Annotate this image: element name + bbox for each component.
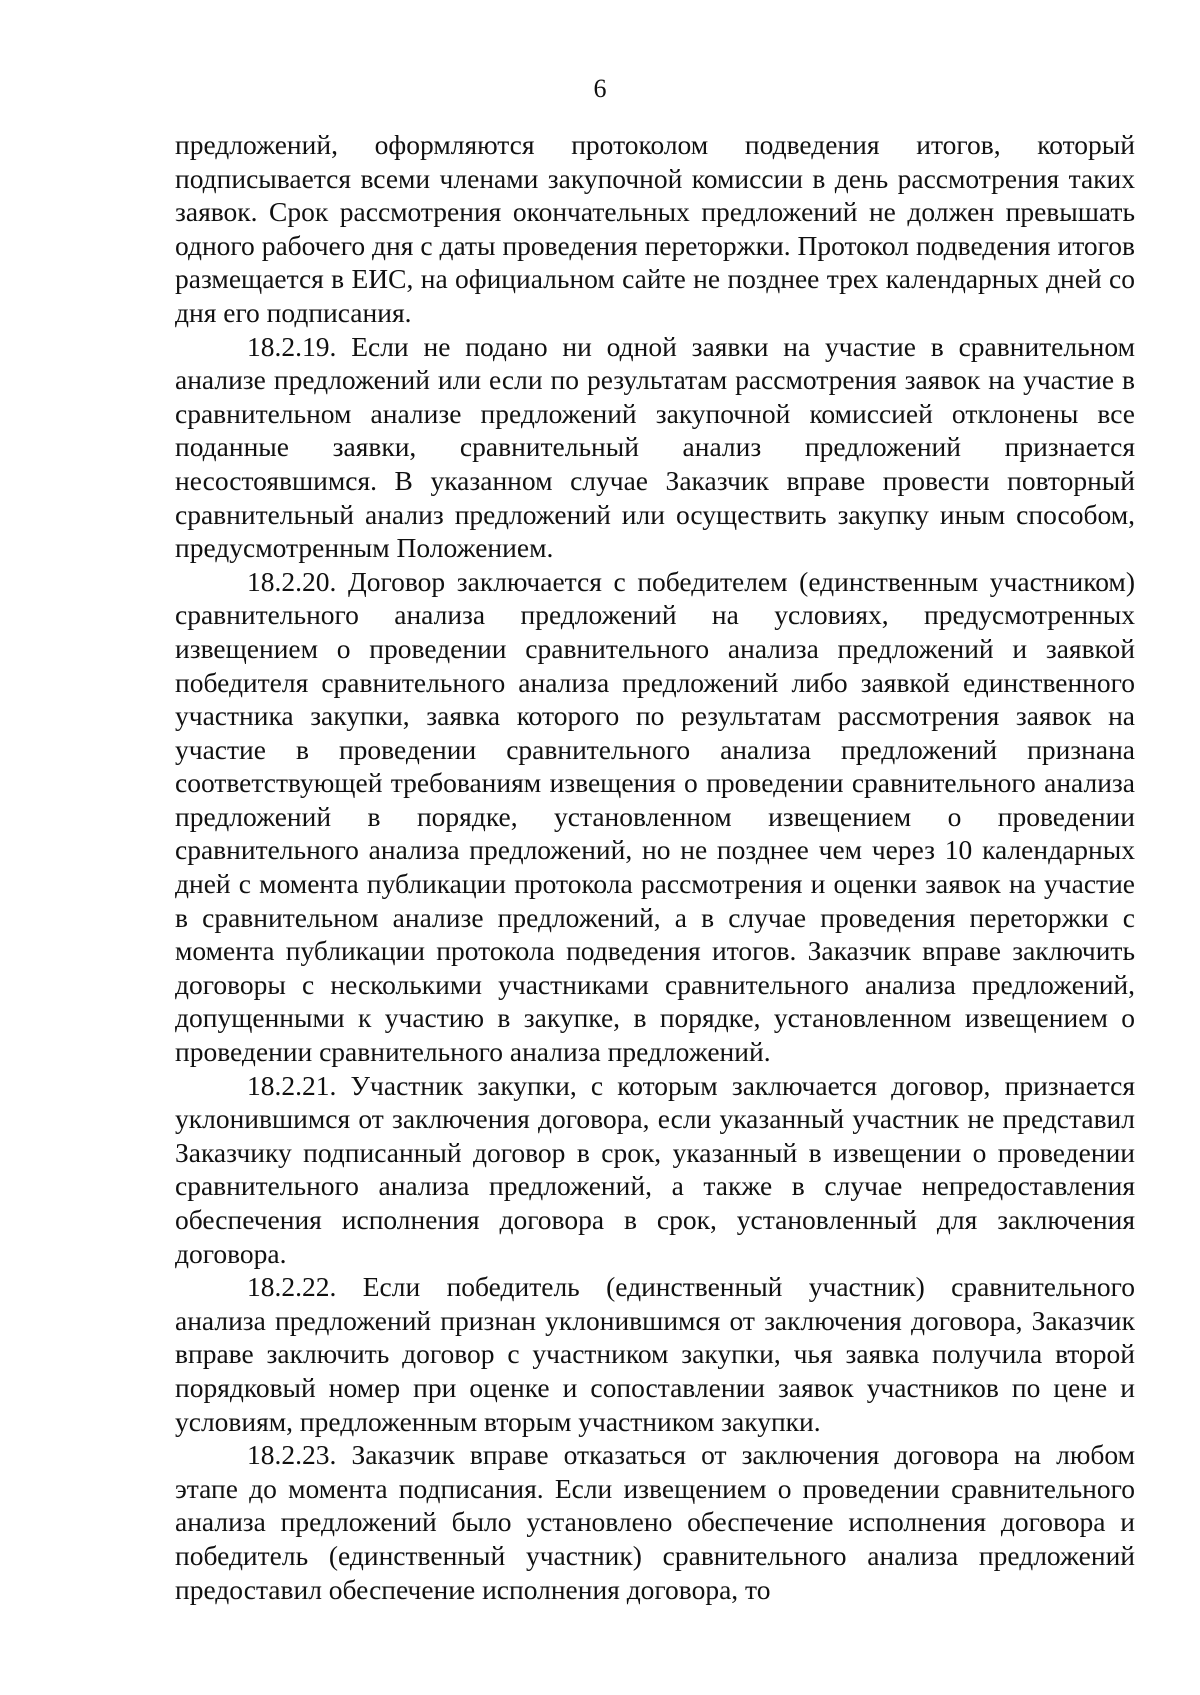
paragraph-18-2-20: 18.2.20. Договор заключается с победителем (единственным участником) сравнительного анализа предложений на условиях, предусмотренных извещением о проведении сравнительного анализа предложений и заявкой победителя сравнительного анализа предложений либо заявкой единственного участника закупки, заявка которого по результатам рассмотрения заявок на участие в проведении сравнительного анализа предложений признана соответствующей требованиям извещения о проведении сравнительного анализа предложений в порядке, установленном извещением о проведении сравнительного анализа предложений, но не позднее чем через 10 календарных дней с момента публикации протокола рассмотрения и оценки заявок на участие в сравнительном анализе предложений, а в случае проведения переторжки с момента публикации протокола подведения итогов. Заказчик вправе заключить договоры с несколькими участниками сравнительного анализа предложений, допущенными к участию в закупке, в порядке, установленном извещением о проведении сравнительного анализа предложений.: [175, 565, 1135, 1068]
paragraph-18-2-22: 18.2.22. Если победитель (единственный участник) сравнительного анализа предложений признан уклонившимся от заключения договора, Заказчик вправе заключить договор с участником закупки, чья заявка получила второй порядковый номер при оценке и сопоставлении заявок участников по цене и условиям, предложенным вторым участником закупки.: [175, 1271, 1135, 1437]
paragraph-18-2-23: 18.2.23. Заказчик вправе отказаться от заключения договора на любом этапе до момента подписания. Если извещением о проведении сравнительного анализа предложений было установлено обеспечение исполнения договора и победитель (единственный участник) сравнительного анализа предложений предоставил обеспечение исполнения договора, то: [175, 1439, 1135, 1605]
page-number: 6: [593, 74, 607, 103]
document-body: [175, 128, 1135, 1606]
paragraph-continuation: предложений, оформляются протоколом подведения итогов, который подписывается всеми членами закупочной комиссии в день рассмотрения таких заявок. Срок рассмотрения окончательных предложений не должен превышать одного рабочего дня с даты проведения переторжки. Протокол подведения итогов размещается в ЕИС, на официальном сайте не позднее трех календарных дней со дня его подписания.: [175, 129, 1135, 328]
paragraph-18-2-19: 18.2.19. Если не подано ни одной заявки на участие в сравнительном анализе предложений или если по результатам рассмотрения заявок на участие в сравнительном анализе предложений закупочной комиссией отклонены все поданные заявки, сравнительный анализ предложений признается несостоявшимся. В указанном случае Заказчик вправе провести повторный сравнительный анализ предложений или осуществить закупку иным способом, предусмотренным Положением.: [175, 330, 1135, 564]
paragraph-18-2-21: 18.2.21. Участник закупки, с которым заключается договор, признается уклонившимся от заключения договора, если указанный участник не представил Заказчику подписанный договор в срок, указанный в извещении о проведении сравнительного анализа предложений, а также в случае непредоставления обеспечения исполнения договора в срок, установленный для заключения договора.: [175, 1069, 1135, 1269]
